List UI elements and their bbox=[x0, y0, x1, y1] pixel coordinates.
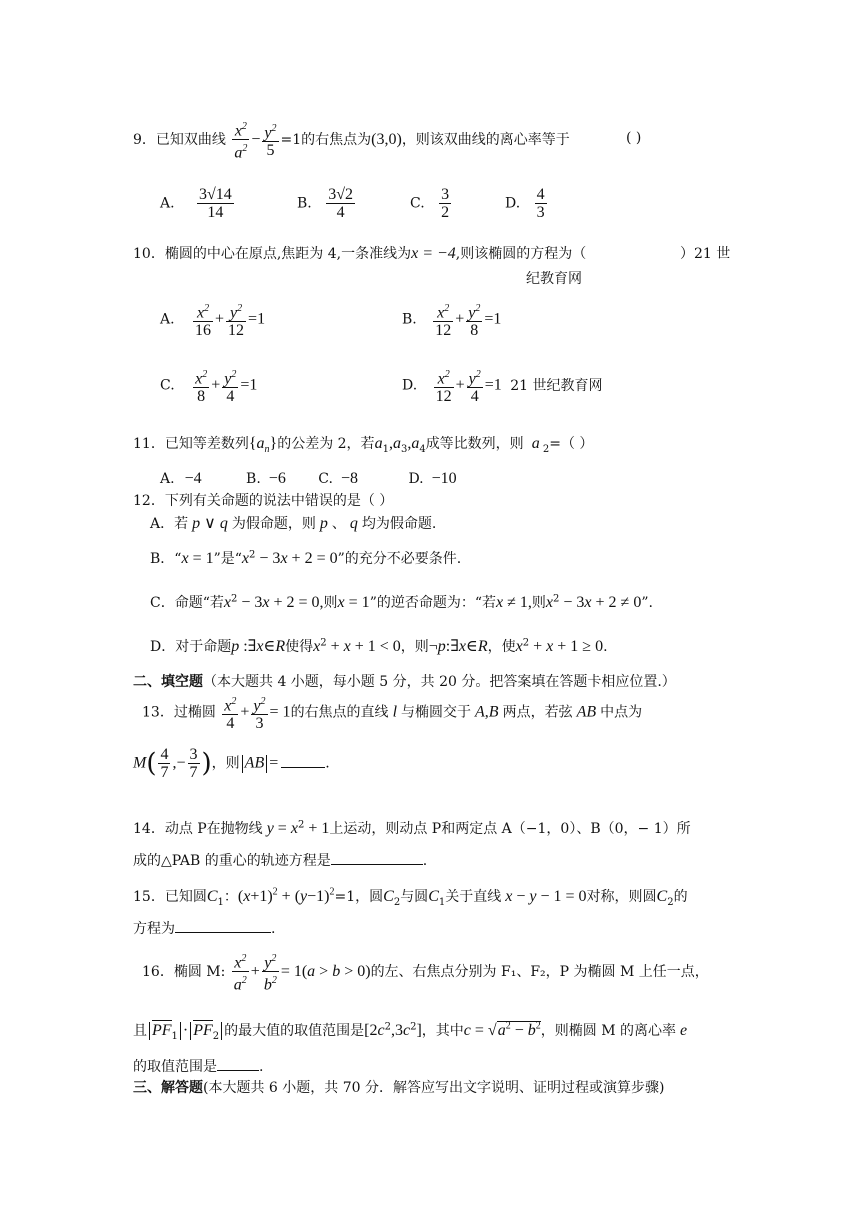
option-label: D. bbox=[505, 195, 521, 212]
q12-a-sep: 、 bbox=[331, 516, 346, 532]
q9-option-b-frac: $\frac{3√2}{4}$ bbox=[328, 186, 353, 221]
q14-line1: 14．动点 P在抛物线 $y = x^2 + 1$上运动，则动点 P和两定点 A（−1，0）、B（0，− 1）所 bbox=[133, 819, 691, 837]
q12-b-post: ”的充分不必要条件. bbox=[337, 551, 462, 567]
q15-post: 的 bbox=[673, 889, 688, 905]
q12-d-mid2: ，则 bbox=[400, 639, 429, 655]
q15-line2-text: 方程为 bbox=[133, 921, 175, 937]
q14-answer-blank[interactable] bbox=[331, 850, 423, 865]
q9-text-post: ，则该双曲线的离心率等于 bbox=[401, 131, 570, 148]
q12-option-d: D．对于命题p :∃x∈R使得$x^2 + x + 1 < 0$，则¬p:∃x∈R，使$x^2 + x + 1 \ge 0$. bbox=[150, 637, 608, 655]
option-label: B. bbox=[297, 195, 312, 212]
frac-x2-a2: $\frac{x^2}{a^2}$ bbox=[232, 118, 249, 162]
q15-mid3: 与圆 bbox=[400, 889, 429, 905]
q9-option-c bbox=[410, 186, 453, 221]
option-label: C. bbox=[318, 471, 333, 487]
q12-a-mid: 为假命题，则 bbox=[231, 516, 316, 532]
q13-end: . bbox=[325, 755, 330, 772]
q10-option-b: B. $\frac{x^2}{12}$ + $\frac{y^2}{8}$ =1 bbox=[402, 300, 501, 339]
option-label: D. bbox=[402, 377, 418, 394]
q9-option-c-frac: $\frac{3}{2}$ bbox=[441, 186, 450, 221]
q16-line2-post: ，则椭圆 M 的离心率 bbox=[540, 1023, 676, 1039]
q10-option-a: A. $\frac{x^2}{16}$ + $\frac{y^2}{12}$ =1 bbox=[160, 300, 265, 339]
q11-text-post: 成等比数列，则 bbox=[425, 436, 524, 452]
q9-option-b bbox=[297, 186, 357, 221]
q15-mid5: 对称，则圆 bbox=[586, 889, 657, 905]
q12-d-mid: 使得 bbox=[285, 639, 314, 655]
option-label: D. bbox=[408, 471, 424, 487]
section-3-title: 三、解答题 bbox=[133, 1080, 203, 1096]
q15-line1: 15．已知圆$C_1$：$(x+1)^2 + (y-1)^2=1$，圆$C_2$与圆$C_1$关于直线 x − y − 1 = 0对称，则圆$C_2$的 bbox=[133, 886, 688, 908]
q11-text-end: =（ ） bbox=[549, 436, 594, 452]
q13-post: 中点为 bbox=[600, 704, 643, 721]
q11-text-mid: 的公差为 2，若 bbox=[277, 436, 375, 452]
q10-tail1: ）21 世 bbox=[680, 246, 731, 262]
q11-number: 11． bbox=[133, 436, 165, 452]
q10-line bbox=[133, 243, 586, 263]
q12-d-mid3: ，使 bbox=[487, 639, 516, 655]
q13-then: ，则 bbox=[211, 755, 240, 772]
q16-end: . bbox=[259, 1059, 264, 1075]
q14-line1-post: 上运动，则动点 P和两定点 A（−1，0）、B（0，− 1）所 bbox=[329, 821, 691, 837]
q16-line3-text: 的取值范围是 bbox=[133, 1059, 217, 1075]
q9-text-mid: 的右焦点为 bbox=[301, 131, 372, 148]
q12-c-mid3: 则 bbox=[531, 595, 546, 611]
q16-line3 bbox=[133, 1056, 263, 1076]
q12-option-b: B．“x = 1”是“$x^2 - 3x + 2 = 0$”的充分不必要条件. bbox=[150, 549, 462, 567]
q13-mid1: 的右焦点的直线 bbox=[290, 704, 389, 721]
section-2-desc: （本大题共 4 小题，每小题 5 分，共 20 分。把答案填在答题卡相应位置.） bbox=[203, 674, 676, 690]
q13-line1: 13．过椭圆 $\frac{x^2}{4}$ + $\frac{y^2}{3}$ = 1的右焦点的直线 l 与椭圆交于 A,B 两点，若弦 AB 中点为 bbox=[142, 693, 642, 732]
q11-option-d: −10 bbox=[431, 470, 457, 487]
q12-c-post: ”. bbox=[641, 595, 653, 611]
q9-option-d-frac: $\frac{4}{3}$ bbox=[536, 186, 545, 221]
q12-text: 下列有关命题的说法中错误的是（ ） bbox=[164, 493, 394, 509]
option-label: A. bbox=[160, 195, 175, 212]
q10-text: 椭圆的中心在原点,焦距为 4,一条准线为 bbox=[164, 246, 412, 262]
q15-answer-blank[interactable] bbox=[175, 918, 271, 933]
q16-post: 的左、右焦点分别为 F₁、F₂，P 为椭圆 M 上任一点， bbox=[370, 963, 709, 980]
q11-option-c: −8 bbox=[340, 470, 358, 487]
q10-eq: x = −4 bbox=[411, 245, 456, 262]
q9-option-a-frac: $\frac{3√14}{14}$ bbox=[199, 186, 232, 221]
q9-options bbox=[160, 186, 236, 221]
q16-line2-mid2: ，其中 bbox=[421, 1023, 464, 1039]
q10-number: 10． bbox=[133, 246, 165, 262]
q12-c-pre: C．命题“若 bbox=[150, 595, 224, 611]
q16-answer-blank[interactable] bbox=[217, 1056, 259, 1071]
q16-line1: 16．椭圆 M: $\frac{x^2}{a^2}$ + $\frac{y^2}{b^2}$ = 1(a > b > 0)的左、右焦点分别为 F₁、F₂，P 为椭圆 M 上任一点， bbox=[142, 950, 709, 994]
q13-pre: 过椭圆 bbox=[173, 704, 216, 721]
q16-pre: 16．椭圆 M: bbox=[142, 963, 226, 980]
q13-mid2: 与椭圆交于 bbox=[401, 704, 472, 721]
q14-line1-pre: 14．动点 P在抛物线 bbox=[133, 821, 263, 837]
q16-line2-mid: 的最大值的取值范围是 bbox=[224, 1023, 365, 1039]
q16-line2: 且 $PF_1 \cdot PF_2$ 的最大值的取值范围是$[2c^2,3c^2]$，其中$c = √a^2 - b^2$，则椭圆 M 的离心率 e bbox=[133, 1020, 688, 1042]
q12-option-a: A．若 p ∨ q 为假命题，则 p 、 q 均为假命题. bbox=[150, 515, 437, 532]
q12-b-pre: B．“ bbox=[150, 551, 182, 567]
option-label: C. bbox=[160, 377, 175, 394]
q12-number: 12． bbox=[133, 493, 165, 509]
q13-mid3: 两点，若弦 bbox=[502, 704, 573, 721]
option-label: A. bbox=[160, 471, 175, 487]
option-label: B. bbox=[246, 471, 261, 487]
q10-option-c: C. $\frac{x^2}{8}$ + $\frac{y^2}{4}$ =1 bbox=[160, 366, 257, 405]
q11-line: 11．已知等差数列$\{a_n\}$的公差为 2，若$a_1,a_3,a_4$成等比数列，则 a $_2$=（ ） bbox=[133, 435, 594, 456]
q11-option-b: −6 bbox=[268, 470, 286, 487]
q9-line: 9．已知双曲线 $\frac{x^2}{a^2}$ − $\frac{y^2}{5}$ =1的右焦点为(3,0)，则该双曲线的离心率等于 bbox=[133, 118, 570, 162]
section-3-header bbox=[133, 1077, 664, 1097]
q14-line2 bbox=[133, 850, 427, 870]
q9-text: 已知双曲线 bbox=[155, 131, 226, 148]
q12-d-post: . bbox=[603, 639, 608, 655]
q11-option-a: −4 bbox=[184, 470, 202, 487]
section-3-desc: (本大题共 6 小题，共 70 分．解答应写出文字说明、证明过程或演算步骤) bbox=[203, 1080, 665, 1096]
q10-option-d: D. $\frac{x^2}{12}$ + $\frac{y^2}{4}$ =1 21 世纪教育网 bbox=[402, 366, 603, 405]
option-label: C. bbox=[410, 195, 425, 212]
q15-mid1: ： bbox=[223, 889, 238, 905]
q15-end: . bbox=[271, 921, 276, 937]
q12-c-mid: 则 bbox=[323, 595, 338, 611]
q16-line2-pre: 且 bbox=[133, 1023, 147, 1039]
q12-b-mid: ”是“ bbox=[213, 551, 242, 567]
section-2-header bbox=[133, 671, 676, 691]
q10-text-post: ,则该椭圆的方程为（ bbox=[455, 246, 587, 262]
frac-y2-5: $\frac{y^2}{5}$ bbox=[262, 120, 278, 159]
option-label: B. bbox=[402, 311, 417, 328]
q14-line2-text: 成的△PAB 的重心的轨迹方程是 bbox=[133, 853, 331, 869]
q12-d-pre: D．对于命题 bbox=[150, 639, 232, 655]
q15-pre: 15．已知圆 bbox=[133, 889, 207, 905]
q10-tail2: 纪教育网 bbox=[526, 271, 582, 287]
q12-c-mid2: ”的逆否命题为：“若 bbox=[369, 595, 497, 611]
q12-a-post: 均为假命题. bbox=[361, 516, 437, 532]
q9-answer-paren: ( ) bbox=[626, 130, 642, 146]
q11-text: 已知等差数列 bbox=[164, 436, 249, 452]
q9-option-d bbox=[505, 186, 549, 221]
q15-mid2: =1，圆 bbox=[334, 889, 384, 905]
q15-mid4: 关于直线 bbox=[445, 889, 502, 905]
q12-stem bbox=[133, 490, 393, 510]
q9-eq-tail: =1 bbox=[280, 131, 302, 148]
q10-d-suffix: 21 世纪教育网 bbox=[510, 377, 603, 394]
q14-end: . bbox=[422, 853, 428, 869]
section-2-title: 二、填空题 bbox=[133, 674, 203, 690]
q13-answer-blank[interactable] bbox=[281, 753, 325, 768]
q9-point: (3,0) bbox=[371, 130, 402, 148]
q11-options bbox=[160, 470, 457, 488]
q12-option-c: C．命题“若$x^2 - 3x + 2 = 0$,则x = 1”的逆否命题为：“若x ≠ 1,则$x^2 - 3x + 2 \ne 0$”. bbox=[150, 593, 653, 611]
q13-number: 13． bbox=[142, 704, 174, 721]
q13-line2: M( $\frac{4}{7}$ ,− $\frac{3}{7}$ )，则 AB = . bbox=[133, 746, 330, 781]
q15-line2 bbox=[133, 918, 275, 938]
q9-number: 9． bbox=[133, 131, 156, 148]
option-label: A. bbox=[160, 311, 175, 328]
q12-a-pre: A．若 bbox=[150, 516, 189, 532]
